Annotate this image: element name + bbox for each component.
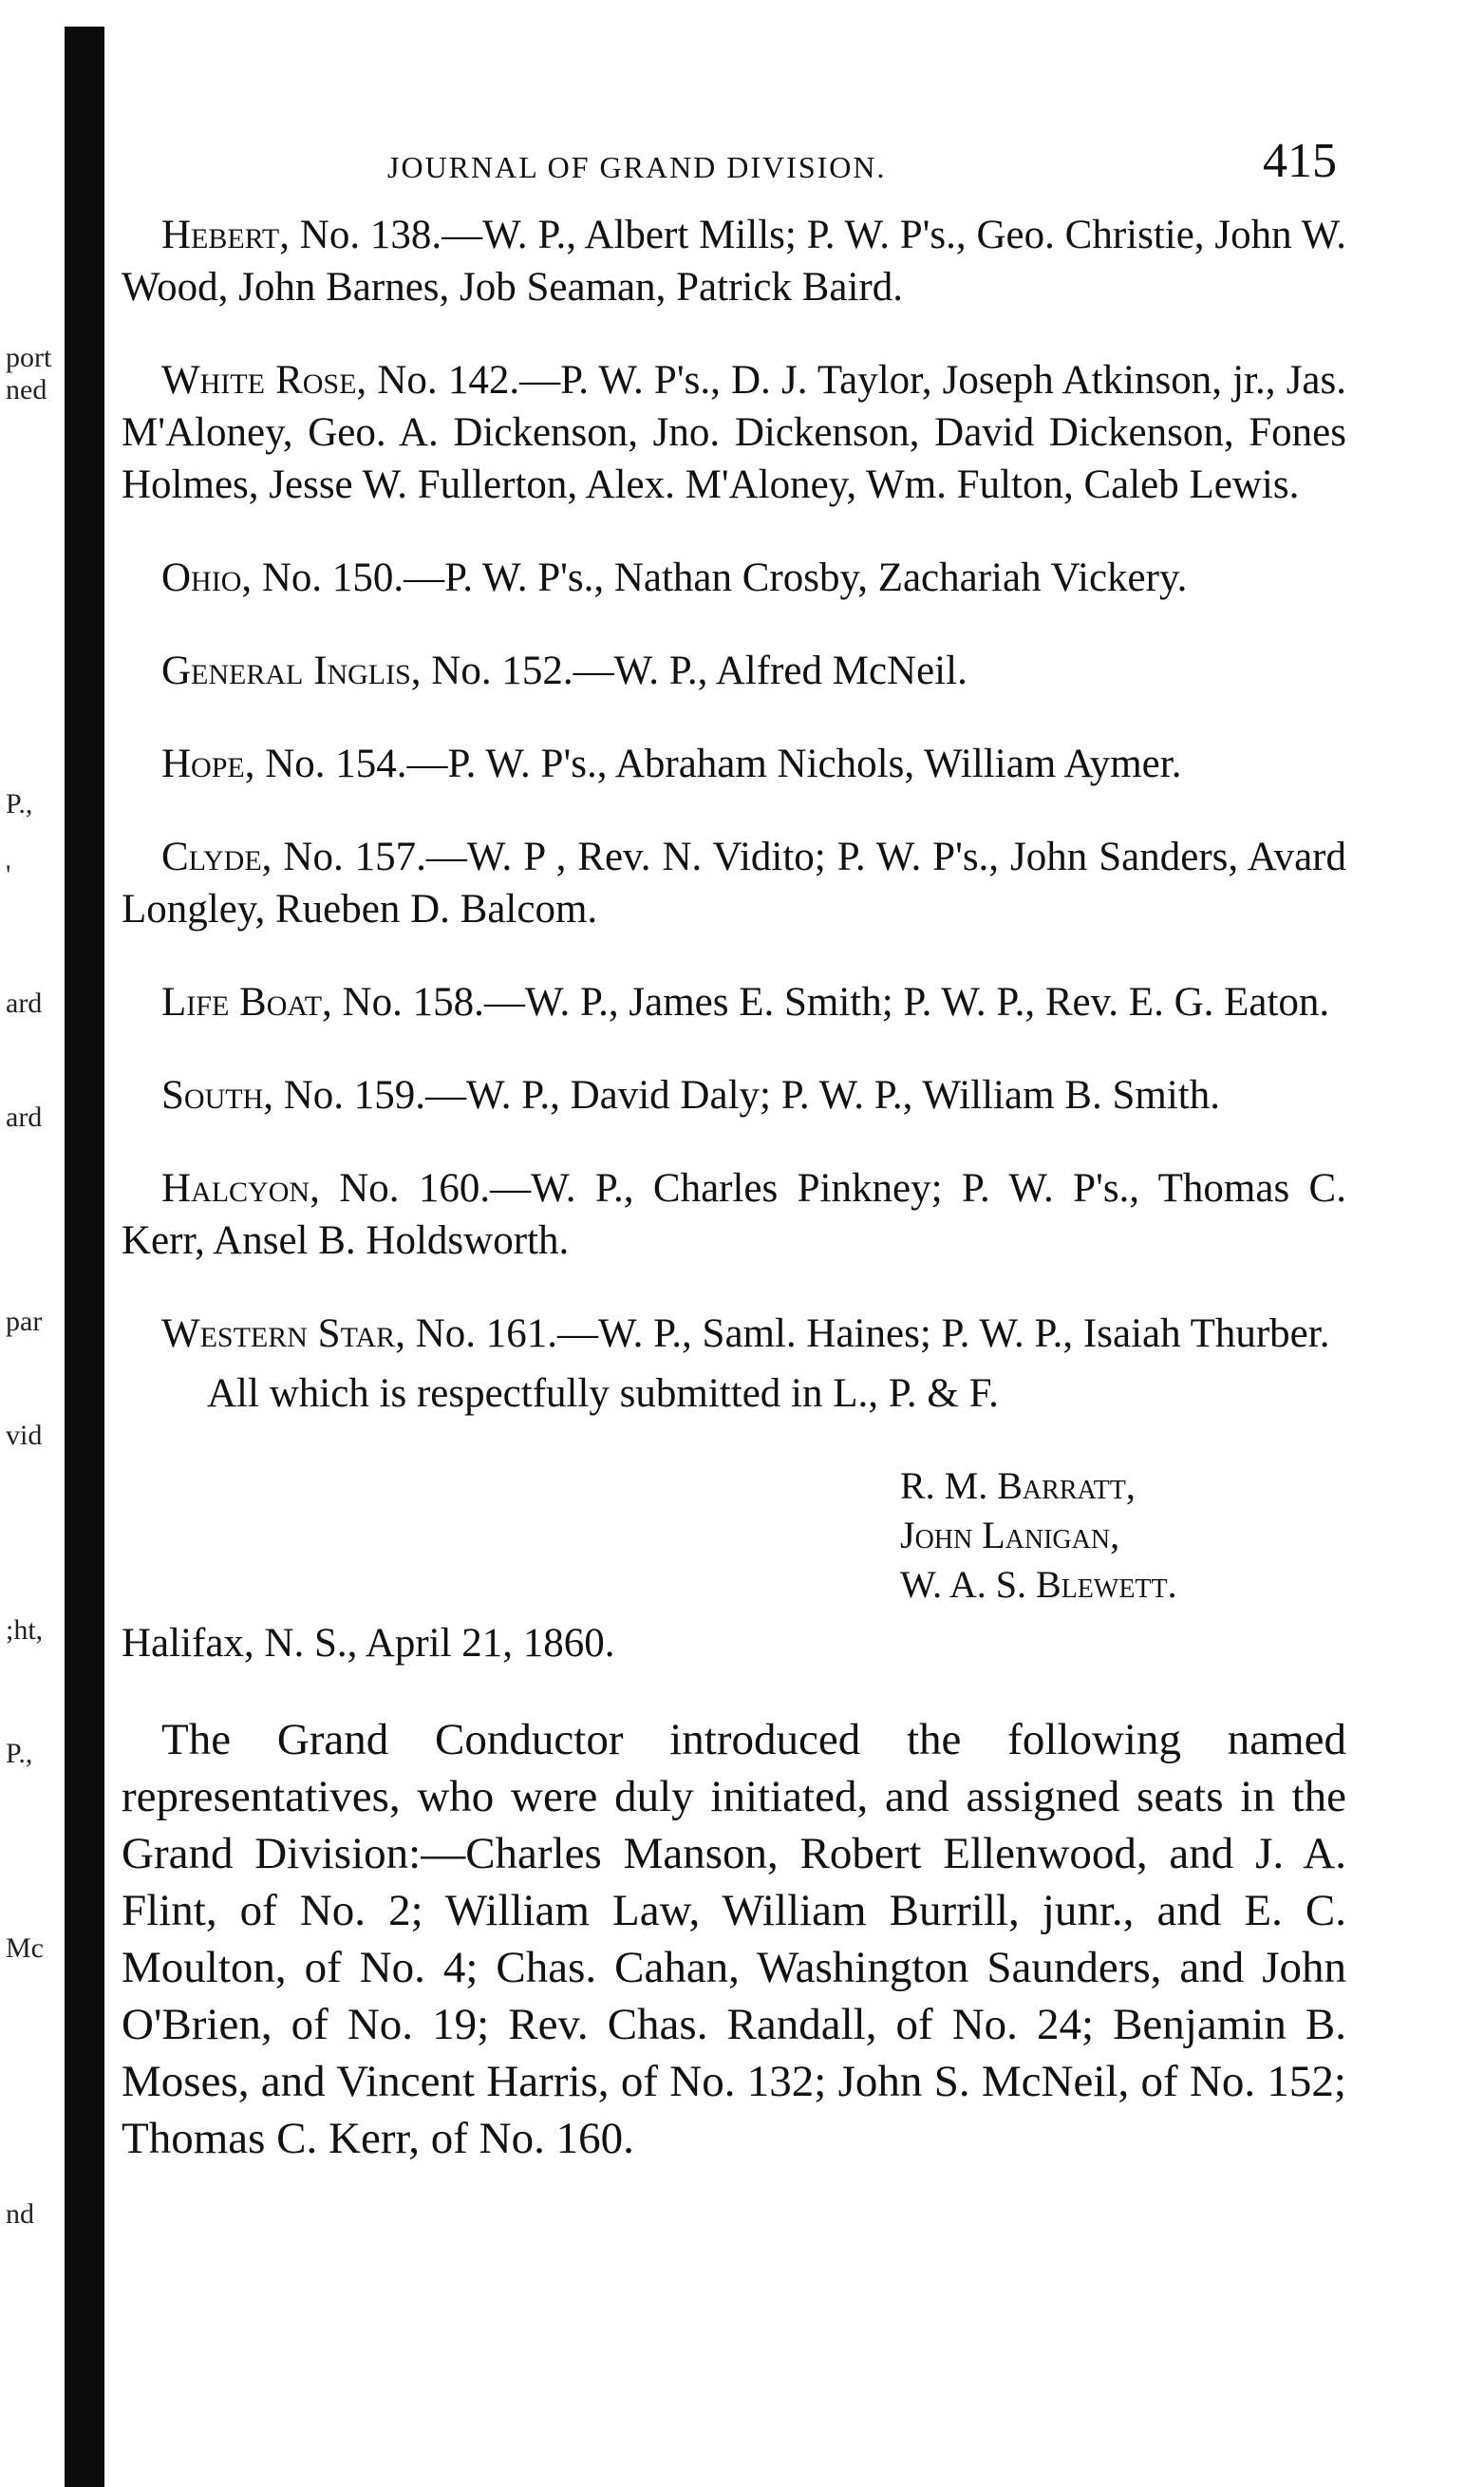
lodge-entry — [122, 552, 1346, 604]
margin-fragment: ard — [6, 1102, 43, 1133]
lodge-details: , No. 159.—W. P., David Daly; P. W. P., William B. Smith. — [263, 1073, 1220, 1118]
lodge-details: , No. 142.—P. W. P's., D. J. Taylor, Joseph Atkinson, jr., Jas. M'Aloney, Geo. A. Dickenson, Jno. Dickenson, David Dickenson, Fones Holmes, Jesse W. Fullerton, Alex. M'Aloney, Wm. Fulton, Caleb Lewis. — [122, 358, 1346, 507]
margin-fragment: Mc — [6, 1932, 44, 1964]
margin-fragment: par — [6, 1306, 43, 1337]
lodge-details: , No. 161.—W. P., Saml. Haines; P. W. P., Isaiah Thurber. — [395, 1311, 1330, 1356]
signatory: W. A. S. Blewett. — [900, 1563, 1177, 1606]
lodge-entry — [122, 645, 1346, 697]
narrative-paragraph: The Grand Conductor introduced the following named representatives, who were duly initiated, and assigned seats in the Grand Division:—Charles Manson, Robert Ellenwood, and J. A. Flint, of No. 2; William Law, William Burrill, junr., and E. C. Moulton, of No. 4; Chas. Cahan, Washington Saunders, and John O'Brien, of No. 19; Rev. Chas. Randall, of No. 24; Benjamin B. Moses, and Vincent Harris, of No. 132; John S. McNeil, of No. 152; Thomas C. Kerr, of No. 160. — [122, 1715, 1346, 2163]
margin-fragment: ned — [6, 374, 47, 405]
closing-line: All which is respectfully submitted in L., P. & F. — [207, 1371, 999, 1416]
margin-fragment: vid — [6, 1420, 43, 1451]
lodge-name: Clyde — [161, 835, 262, 879]
signature-block — [900, 1461, 1346, 1610]
signatory: John Lanigan, — [900, 1514, 1120, 1556]
lodge-name: Life Boat — [161, 980, 323, 1025]
signatory: R. M. Barratt, — [900, 1464, 1136, 1507]
margin-fragment: ;ht, — [6, 1614, 44, 1646]
margin-fragment: ard — [6, 988, 43, 1019]
lodge-name: Hebert — [161, 213, 280, 257]
lodge-name: General Inglis — [161, 649, 411, 693]
lodge-details: , No. 150.—P. W. P's., Nathan Crosby, Zachariah Vickery. — [241, 556, 1188, 600]
adjacent-page-margin — [0, 0, 63, 2487]
lodge-name: Halcyon — [161, 1166, 310, 1211]
lodge-details: , No. 160.—W. P., Charles Pinkney; P. W. P's., Thomas C. Kerr, Ansel B. Holdsworth. — [122, 1166, 1346, 1263]
lodge-entry — [122, 831, 1346, 935]
lodge-entry — [122, 738, 1346, 790]
lodge-details: , No. 152.—W. P., Alfred McNeil. — [410, 649, 967, 693]
margin-fragment: P., — [6, 1738, 33, 1769]
place-date: Halifax, N. S., April 21, 1860. — [122, 1621, 615, 1666]
lodge-details: , No. 138.—W. P., Albert Mills; P. W. P's., Geo. Christie, John W. Wood, John Barnes, Job Seaman, Patrick Baird. — [122, 213, 1346, 310]
lodge-entry — [122, 976, 1346, 1028]
lodge-name: Western Star — [161, 1311, 396, 1356]
lodge-entry — [122, 354, 1346, 511]
binding-gutter — [65, 27, 104, 2487]
lodge-details: , No. 158.—W. P., James E. Smith; P. W. P., Rev. E. G. Eaton. — [322, 980, 1330, 1025]
lodge-details: , No. 154.—P. W. P's., Abraham Nichols, William Aymer. — [244, 742, 1182, 786]
lodge-name: South — [161, 1073, 264, 1118]
margin-fragment: ' — [6, 859, 11, 891]
page-number: 415 — [1263, 134, 1337, 188]
lodge-entry — [122, 1308, 1346, 1360]
lodge-name: Ohio — [161, 556, 242, 600]
lodge-entry — [122, 1069, 1346, 1121]
margin-fragment: P., — [6, 788, 33, 820]
page-body — [122, 133, 1346, 2212]
margin-fragment: port — [6, 342, 52, 373]
running-title: JOURNAL OF GRAND DIVISION. — [387, 150, 887, 184]
lodge-details: , No. 157.—W. P , Rev. N. Vidito; P. W. P's., John Sanders, Avard Longley, Rueben D. Balcom. — [122, 835, 1346, 932]
lodge-name: Hope — [161, 742, 245, 786]
running-head — [122, 133, 1346, 209]
margin-fragment: nd — [6, 2198, 34, 2230]
lodge-name: White Rose — [161, 358, 357, 403]
lodge-entry — [122, 209, 1346, 313]
lodge-entries — [122, 209, 1346, 1360]
lodge-entry — [122, 1162, 1346, 1267]
